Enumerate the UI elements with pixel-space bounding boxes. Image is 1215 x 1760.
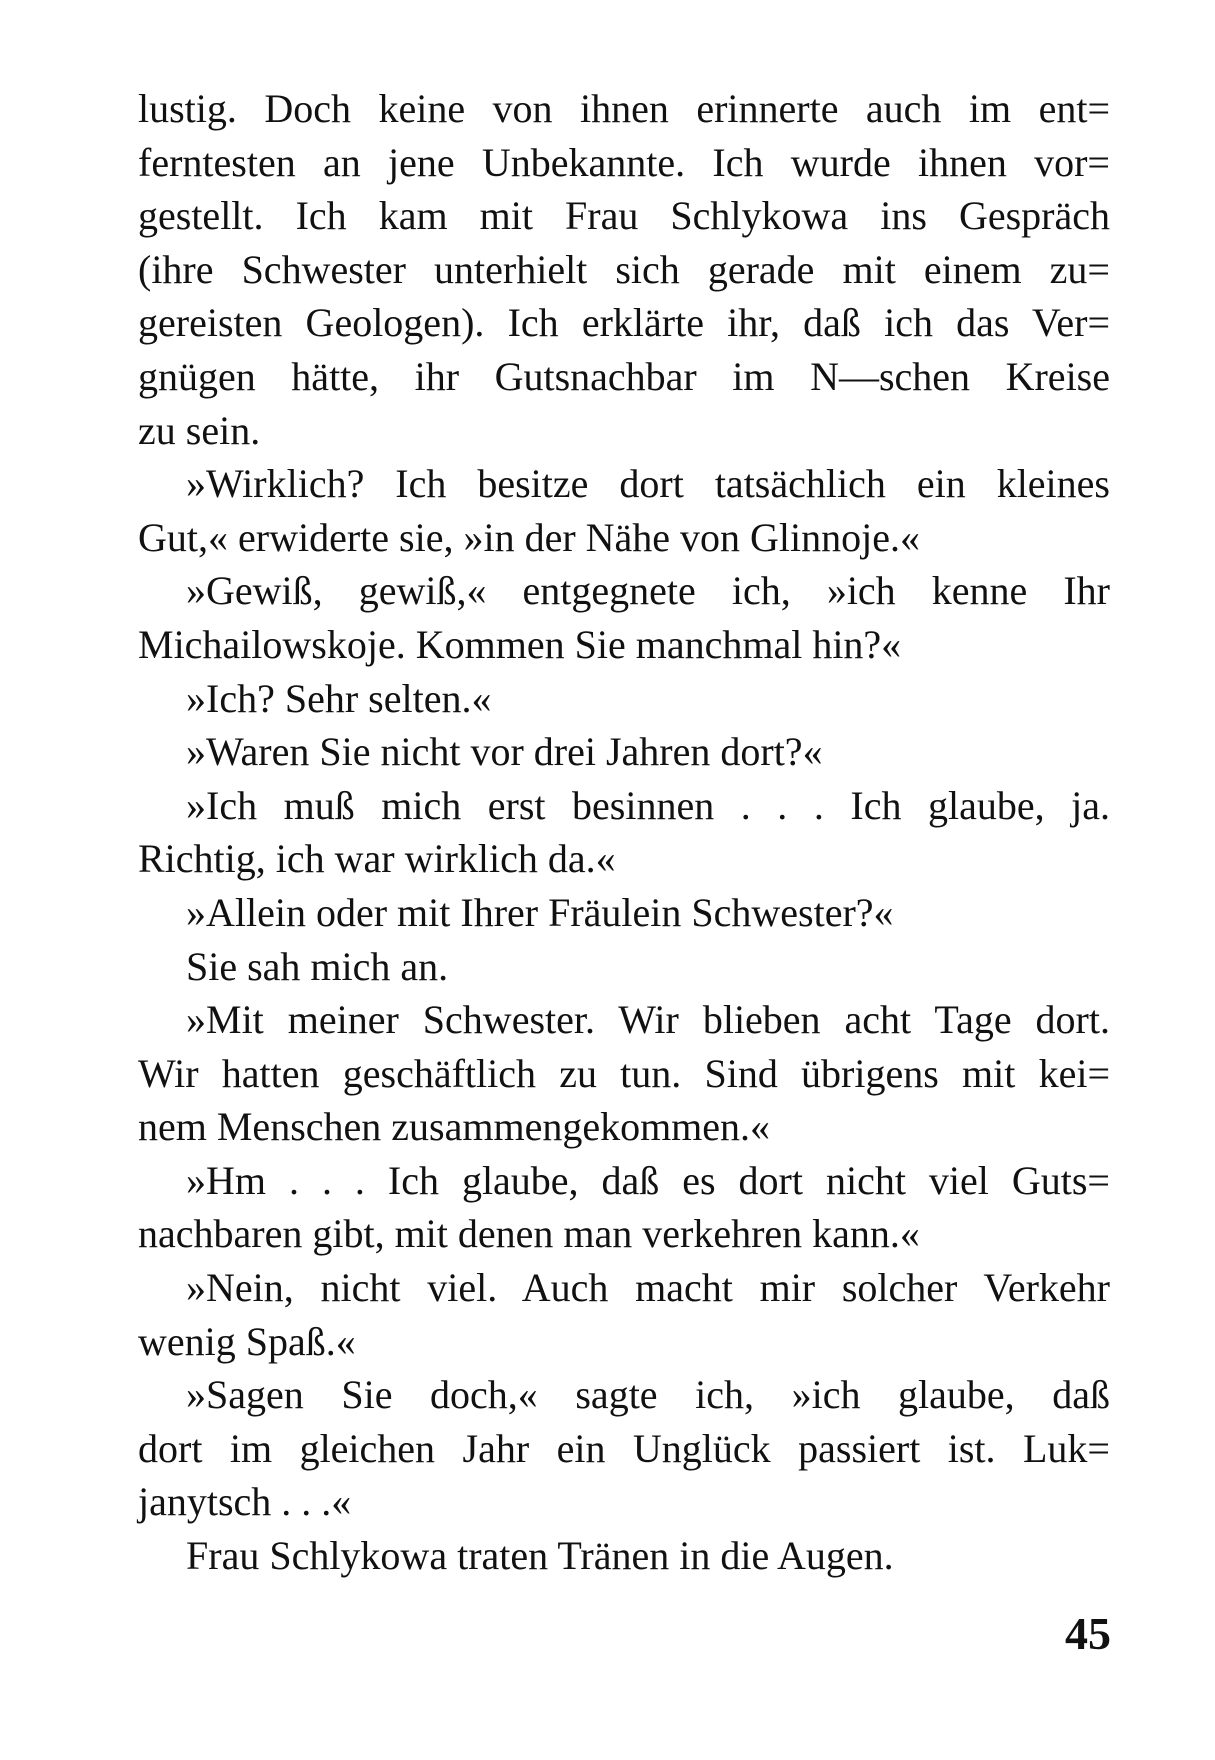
text-line: »Ich? Sehr selten.«: [186, 675, 492, 721]
text-line: »Wirklich? Ich besitze dort tatsächlich ein kleines: [186, 461, 1110, 507]
text-line: gestellt. Ich kam mit Frau Schlykowa ins Gespräch: [138, 193, 1110, 239]
page-number: 45: [1065, 1608, 1111, 1659]
text-line: »Allein oder mit Ihrer Fräulein Schwester?«: [186, 889, 894, 935]
text-line: Wir hatten geschäftlich zu tun. Sind übrigens mit kei=: [138, 1050, 1110, 1096]
text-line: ferntesten an jene Unbekannte. Ich wurde ihnen vor=: [138, 139, 1110, 185]
text-line: gnügen hätte, ihr Gutsnachbar im N—schen Kreise: [138, 353, 1110, 399]
text-line: nachbaren gibt, mit denen man verkehren kann.«: [138, 1211, 920, 1257]
text-line: »Gewiß, gewiß,« entgegnete ich, »ich kenne Ihr: [186, 568, 1110, 614]
text-line: janytsch . . .«: [138, 1479, 352, 1525]
text-line: Richtig, ich war wirklich da.«: [138, 836, 616, 882]
text-line: Gut,« erwiderte sie, »in der Nähe von Glinnoje.«: [138, 514, 921, 560]
text-line: »Hm . . . Ich glaube, daß es dort nicht viel Guts=: [186, 1157, 1110, 1203]
text-line: lustig. Doch keine von ihnen erinnerte auch im ent=: [138, 86, 1110, 131]
body-text: [138, 82, 1110, 1583]
text-line: dort im gleichen Jahr ein Unglück passiert ist. Luk=: [138, 1425, 1110, 1471]
text-line: zu sein.: [138, 407, 261, 453]
text-line: »Sagen Sie doch,« sagte ich, »ich glaube, daß: [186, 1372, 1110, 1418]
text-line: »Ich muß mich erst besinnen . . . Ich glaube, ja.: [186, 782, 1110, 828]
text-line: Michailowskoje. Kommen Sie manchmal hin?«: [138, 621, 902, 667]
text-line: wenig Spaß.«: [138, 1318, 356, 1364]
text-line: gereisten Geologen). Ich erklärte ihr, daß ich das Ver=: [138, 300, 1110, 346]
text-line: Sie sah mich an.: [186, 943, 449, 989]
text-line: nem Menschen zusammengekommen.«: [138, 1104, 771, 1150]
text-line: Frau Schlykowa traten Tränen in die Augen.: [186, 1533, 894, 1579]
text-line: »Waren Sie nicht vor drei Jahren dort?«: [186, 729, 823, 775]
text-line: »Nein, nicht viel. Auch macht mir solcher Verkehr: [186, 1265, 1110, 1311]
text-line: »Mit meiner Schwester. Wir blieben acht Tage dort.: [186, 997, 1110, 1043]
text-line: (ihre Schwester unterhielt sich gerade mit einem zu=: [138, 246, 1110, 292]
